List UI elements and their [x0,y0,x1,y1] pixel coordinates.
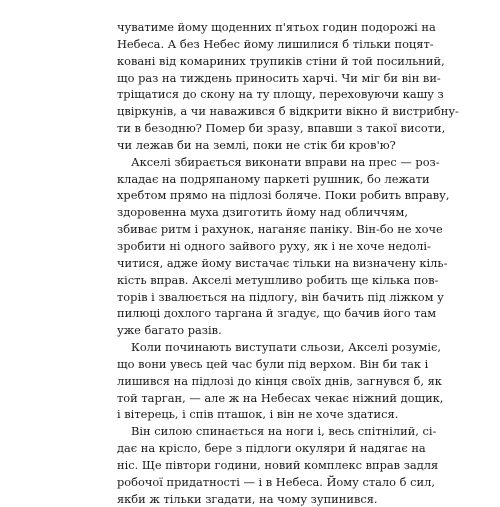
text-line: Коли починають виступати сльози, Акселі розуміє, [131,340,442,355]
text-line: що раз на тиждень приносить харчі. Чи міг би він ви- [117,70,441,85]
text-line: здоровенна муха дзиготить йому над обличчям, [117,205,408,220]
text-line: зробити ні одного зайвого руху, як і не хоче недолі- [117,238,431,253]
text-line: пилюці дохлого таргана й згадує, що бачив його там [117,306,437,321]
text-line: дає на крісло, бере з підлоги окуляри й надягає на [117,441,426,456]
text-line: Небеса. А без Небес йому лишилися б тільки поцят- [117,36,434,51]
text-line: ніс. Ще півтори години, новий комплекс вправ задля [117,457,439,472]
text-line: збиває ритм і рахунок, наганяє паніку. Він-бо не хоче [117,222,443,237]
text-line: лишився на підлозі до кінця своїх днів, загнувся б, як [117,373,442,388]
body-text [117,19,459,507]
text-line: ковані від комариних трупиків стіни й той посильний, [117,53,445,68]
text-line: кість вправ. Акселі метушливо робить ще кілька пов- [117,272,439,287]
text-line: ти в безодню? Помер би зразу, впавши з такої висоти, [117,121,446,136]
text-line: уже багато разів. [117,323,222,338]
text-line: хребтом прямо на підлозі боляче. Поки робить вправу, [117,188,450,203]
text-line: Акселі збирається виконати вправи на прес — роз- [131,154,440,169]
text-line: Він силою спинається на ноги і, весь спітнілий, сі- [131,424,437,439]
text-line: робочої придатності — і в Небеса. Йому стало б сил, [117,474,435,489]
text-line: той тарган, — але ж на Небесах чекає ніжний дощик, [117,390,444,405]
text-line: чуватиме йому щоденних п'ятьох годин подорожі на [117,20,436,34]
text-line: якби ж тільки згадати, на чому зупинився. [117,491,378,506]
text-line: тріщатися до скону на ту площу, переховуючи кашу з [117,87,444,102]
text-line: торів і звалюється на підлогу, він бачить під ліжком у [117,289,444,304]
text-line: читися, адже йому вистачає тільки на визначену кіль- [117,255,448,270]
text-line: і вітерець, і спів пташок, і він не хоче здатися. [117,407,399,422]
text-line: кладає на подряпаному паркеті рушник, бо лежати [117,171,430,186]
text-line: що вони увесь цей час були під верхом. Він би так і [117,356,429,371]
text-line: чи лежав би на землі, поки не стік би кров'ю? [117,137,396,152]
text-line: цвіркунів, а чи наважився б відкрити вікно й вистрибну- [117,104,459,119]
